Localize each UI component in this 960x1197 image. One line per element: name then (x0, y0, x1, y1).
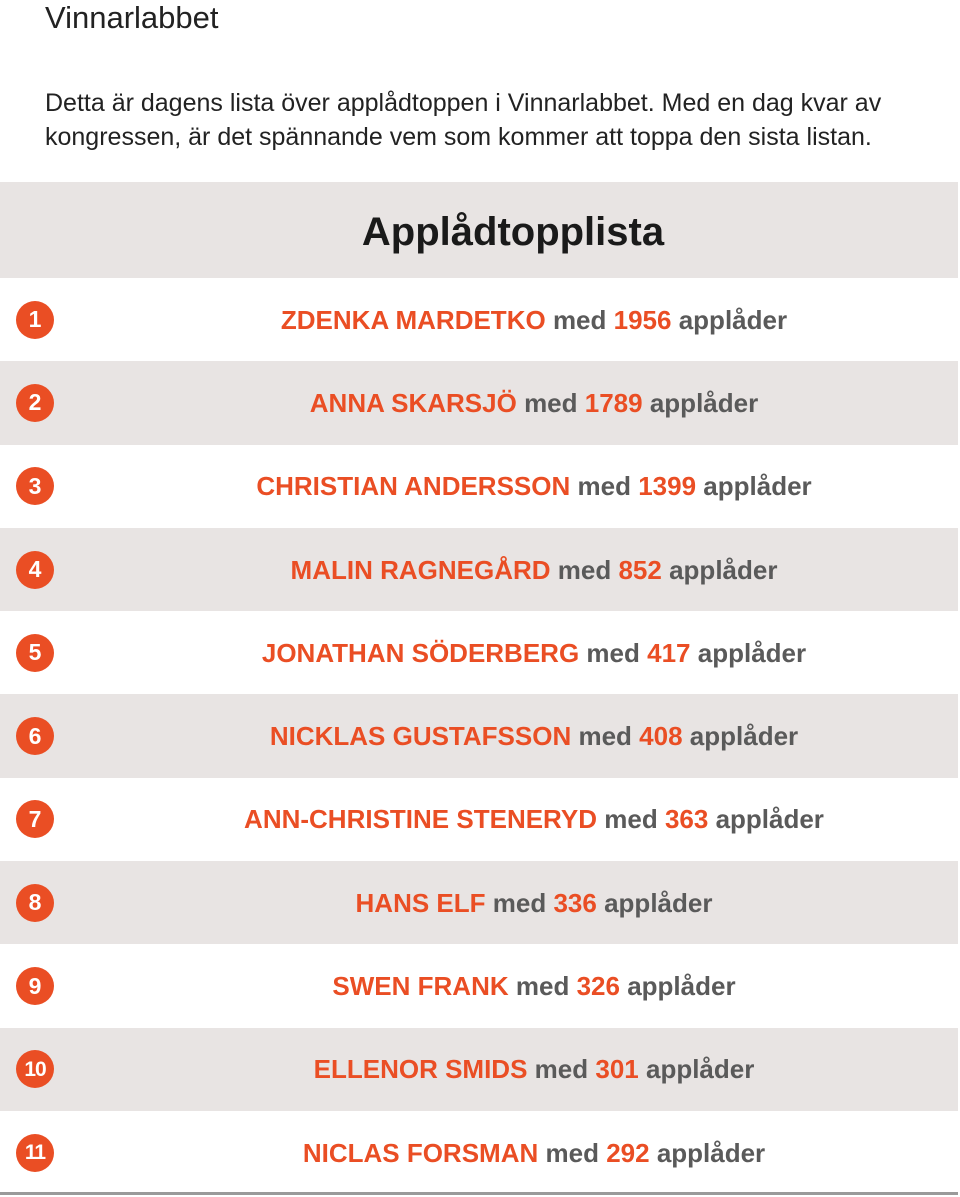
ranking-entry (110, 555, 958, 585)
rank-badge: 9 (16, 967, 54, 1005)
entry-name: ANN-CHRISTINE STENERYD (244, 804, 597, 835)
entry-word-with: med (545, 1137, 599, 1168)
rank-badge: 3 (16, 467, 54, 505)
entry-word-applause: applåder (656, 1137, 766, 1168)
rank-badge: 8 (16, 884, 54, 922)
entry-count: 292 (606, 1137, 650, 1168)
bottom-divider (0, 1192, 958, 1195)
rank-badge: 5 (16, 634, 54, 672)
entry-word-applause: applåder (627, 971, 736, 1002)
ranking-row (0, 861, 958, 944)
entry-count: 1956 (613, 304, 672, 335)
entry-word-applause: applåder (645, 1054, 755, 1085)
entry-count: 852 (618, 554, 662, 585)
ranking-entry (110, 471, 958, 501)
entry-name: CHRISTIAN ANDERSSON (256, 471, 571, 502)
entry-name: ZDENKA MARDETKO (280, 304, 546, 335)
ranking-row (0, 611, 958, 694)
ranking-entry (110, 971, 958, 1001)
ranking-entry (110, 888, 958, 918)
entry-word-applause: applåder (697, 637, 807, 668)
ranking-row (0, 1111, 958, 1194)
ranking-entry (110, 804, 958, 834)
intro-paragraph: Detta är dagens lista över applådtoppen i Vinnarlabbet. Med en dag kvar av kongressen, är det spännande vem som kommer att toppa den sista listan. (45, 89, 882, 151)
entry-word-applause: applåder (703, 471, 812, 502)
entry-count: 363 (664, 804, 709, 835)
infographic-header (0, 182, 958, 278)
rank-badge: 1 (16, 301, 54, 339)
entry-word-with: med (492, 887, 547, 918)
ranking-row (0, 361, 958, 444)
entry-word-with: med (578, 721, 632, 752)
page-title: Vinnarlabbet (45, 0, 219, 35)
ranking-entry (110, 721, 958, 751)
ranking-row (0, 445, 958, 528)
entry-count: 336 (553, 887, 597, 918)
entry-word-with: med (557, 554, 612, 585)
entry-word-with: med (515, 971, 570, 1002)
ranking-entry (110, 1138, 958, 1168)
entry-name: HANS ELF (355, 887, 486, 918)
rank-badge: 4 (16, 551, 54, 589)
entry-count: 301 (595, 1054, 639, 1085)
entry-name: NICLAS FORSMAN (302, 1137, 539, 1168)
ranking-entry (110, 1054, 958, 1084)
entry-name: MALIN RAGNEGÅRD (290, 554, 551, 585)
rank-badge: 2 (16, 384, 54, 422)
ranking-entry (110, 638, 958, 668)
rank-badge: 7 (16, 800, 54, 838)
entry-word-with: med (534, 1054, 589, 1085)
rank-badge: 10 (16, 1050, 54, 1088)
ranking-row (0, 528, 958, 611)
entry-name: ELLENOR SMIDS (313, 1054, 528, 1085)
ranking-row (0, 778, 958, 861)
entry-word-applause: applåder (689, 721, 799, 752)
entry-name: NICKLAS GUSTAFSSON (269, 721, 572, 752)
entry-word-with: med (552, 304, 607, 335)
entry-name: SWEN FRANK (332, 971, 509, 1002)
ranking-entry (110, 305, 958, 335)
ranking-list (0, 278, 958, 1194)
ranking-row (0, 278, 958, 361)
entry-count: 1399 (638, 471, 697, 502)
applause-infographic (0, 182, 958, 1194)
entry-word-applause: applåder (604, 887, 713, 918)
entry-count: 1789 (584, 387, 643, 418)
rank-badge: 11 (16, 1134, 54, 1172)
ranking-row (0, 694, 958, 777)
entry-name: JONATHAN SÖDERBERG (261, 637, 580, 668)
entry-count: 408 (639, 721, 683, 752)
rank-badge: 6 (16, 717, 54, 755)
entry-word-applause: applåder (649, 387, 759, 418)
entry-word-applause: applåder (669, 554, 778, 585)
entry-name: ANNA SKARSJÖ (309, 387, 517, 418)
ranking-entry (110, 388, 958, 418)
ranking-row (0, 944, 958, 1027)
entry-count: 326 (576, 971, 620, 1002)
entry-word-with: med (524, 387, 578, 418)
entry-word-with: med (577, 471, 631, 502)
entry-word-applause: applåder (678, 304, 788, 335)
entry-count: 417 (647, 637, 691, 668)
entry-word-with: med (604, 804, 658, 835)
entry-word-with: med (586, 637, 640, 668)
infographic-title: Applådtopplista (361, 210, 665, 254)
ranking-row (0, 1028, 958, 1111)
entry-word-applause: applåder (715, 804, 824, 835)
